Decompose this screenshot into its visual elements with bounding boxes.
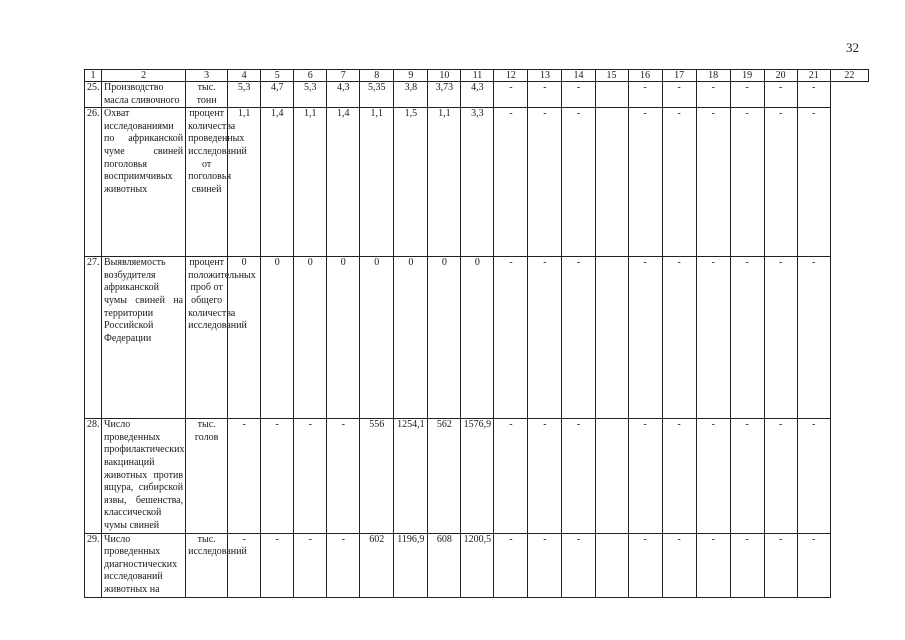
value-cell: 0: [461, 257, 494, 419]
value-cell: 4,7: [261, 82, 294, 108]
value-cell: 1,5: [394, 108, 428, 257]
header-cell: 9: [394, 70, 428, 82]
header-cell: 8: [360, 70, 394, 82]
header-cell: 1: [85, 70, 102, 82]
value-cell: 1,1: [294, 108, 327, 257]
indicator-name: Число проведенных профилактических вакцинаций животных против ящура, сибирской язвы, бешенства, классической чумы свиней: [102, 419, 186, 533]
value-cell: -: [528, 108, 562, 257]
value-cell: 556: [360, 419, 394, 533]
value-cell: -: [764, 108, 797, 257]
value-cell: -: [797, 533, 830, 597]
header-cell: 7: [327, 70, 360, 82]
value-cell: [595, 108, 628, 257]
value-cell: -: [764, 257, 797, 419]
header-cell: 13: [528, 70, 562, 82]
value-cell: -: [628, 82, 662, 108]
indicator-name: Выявляемость возбудителя африканской чумы свиней на территории Российской Федерации: [102, 257, 186, 419]
row-number: 29.: [85, 533, 102, 597]
value-cell: -: [696, 533, 730, 597]
value-cell: -: [294, 419, 327, 533]
value-cell: -: [730, 108, 764, 257]
value-cell: -: [562, 257, 595, 419]
header-cell: 22: [830, 70, 868, 82]
value-cell: -: [528, 419, 562, 533]
value-cell: -: [730, 533, 764, 597]
unit-of-measure: тыс. тонн: [186, 82, 228, 108]
value-cell: -: [797, 257, 830, 419]
row-number: 25.: [85, 82, 102, 108]
value-cell: -: [764, 533, 797, 597]
value-cell: -: [261, 533, 294, 597]
indicators-table: [84, 69, 869, 598]
row-number: 28.: [85, 419, 102, 533]
header-cell: 11: [461, 70, 494, 82]
value-cell: -: [797, 108, 830, 257]
table-row: [85, 533, 869, 597]
header-cell: 19: [730, 70, 764, 82]
value-cell: 3,3: [461, 108, 494, 257]
value-cell: -: [662, 257, 696, 419]
header-cell: 12: [494, 70, 528, 82]
value-cell: -: [628, 419, 662, 533]
value-cell: -: [562, 419, 595, 533]
value-cell: 0: [327, 257, 360, 419]
table-row: [85, 108, 869, 257]
value-cell: 0: [228, 257, 261, 419]
table-row: [85, 419, 869, 533]
value-cell: -: [662, 419, 696, 533]
value-cell: -: [494, 108, 528, 257]
header-cell: 18: [696, 70, 730, 82]
value-cell: 5,3: [228, 82, 261, 108]
unit-of-measure: тыс. голов: [186, 419, 228, 533]
value-cell: -: [294, 533, 327, 597]
value-cell: 3,8: [394, 82, 428, 108]
page-number: 32: [846, 40, 859, 55]
value-cell: 562: [428, 419, 461, 533]
value-cell: -: [228, 419, 261, 533]
value-cell: -: [662, 108, 696, 257]
indicator-name: Охват исследованиями по африканской чуме свиней поголовья восприимчивых животных: [102, 108, 186, 257]
indicator-name: Производство масла сливочного: [102, 82, 186, 108]
table-row: [85, 257, 869, 419]
value-cell: 4,3: [461, 82, 494, 108]
value-cell: [595, 257, 628, 419]
value-cell: -: [228, 533, 261, 597]
value-cell: [595, 533, 628, 597]
value-cell: -: [628, 108, 662, 257]
table-row: [85, 82, 869, 108]
header-cell: 15: [595, 70, 628, 82]
value-cell: 0: [261, 257, 294, 419]
value-cell: -: [696, 82, 730, 108]
value-cell: -: [327, 419, 360, 533]
value-cell: -: [261, 419, 294, 533]
header-cell: 14: [562, 70, 595, 82]
value-cell: 5,35: [360, 82, 394, 108]
value-cell: -: [494, 257, 528, 419]
header-row: [85, 70, 869, 82]
value-cell: 1,1: [428, 108, 461, 257]
value-cell: -: [662, 533, 696, 597]
value-cell: 0: [294, 257, 327, 419]
value-cell: -: [730, 257, 764, 419]
value-cell: [595, 419, 628, 533]
value-cell: -: [528, 257, 562, 419]
value-cell: 1200,5: [461, 533, 494, 597]
row-number: 27.: [85, 257, 102, 419]
value-cell: 0: [394, 257, 428, 419]
value-cell: -: [628, 257, 662, 419]
unit-of-measure: тыс. исследований: [186, 533, 228, 597]
value-cell: 1196,9: [394, 533, 428, 597]
value-cell: -: [696, 257, 730, 419]
value-cell: -: [696, 108, 730, 257]
header-cell: 16: [628, 70, 662, 82]
value-cell: -: [494, 419, 528, 533]
header-cell: 21: [797, 70, 830, 82]
value-cell: -: [528, 533, 562, 597]
value-cell: [595, 82, 628, 108]
row-number: 26.: [85, 108, 102, 257]
value-cell: -: [562, 82, 595, 108]
value-cell: 4,3: [327, 82, 360, 108]
header-cell: 10: [428, 70, 461, 82]
header-cell: 6: [294, 70, 327, 82]
value-cell: 1,4: [327, 108, 360, 257]
value-cell: -: [797, 82, 830, 108]
value-cell: 3,73: [428, 82, 461, 108]
value-cell: 1,4: [261, 108, 294, 257]
indicator-name: Число проведенных диагностических исследований животных на: [102, 533, 186, 597]
value-cell: -: [730, 82, 764, 108]
value-cell: -: [764, 82, 797, 108]
value-cell: -: [696, 419, 730, 533]
unit-of-measure: процент количества проведенных исследований от поголовья свиней: [186, 108, 228, 257]
value-cell: 1,1: [360, 108, 394, 257]
value-cell: -: [730, 419, 764, 533]
value-cell: -: [662, 82, 696, 108]
value-cell: -: [528, 82, 562, 108]
value-cell: 0: [428, 257, 461, 419]
value-cell: -: [562, 108, 595, 257]
value-cell: 1,1: [228, 108, 261, 257]
value-cell: -: [628, 533, 662, 597]
value-cell: 0: [360, 257, 394, 419]
value-cell: -: [494, 82, 528, 108]
header-cell: 4: [228, 70, 261, 82]
value-cell: 608: [428, 533, 461, 597]
header-cell: 20: [764, 70, 797, 82]
value-cell: 1254,1: [394, 419, 428, 533]
header-cell: 5: [261, 70, 294, 82]
value-cell: -: [327, 533, 360, 597]
header-cell: 17: [662, 70, 696, 82]
header-cell: 2: [102, 70, 186, 82]
value-cell: -: [494, 533, 528, 597]
value-cell: -: [797, 419, 830, 533]
value-cell: -: [764, 419, 797, 533]
unit-of-measure: процент положительных проб от общего количества исследований: [186, 257, 228, 419]
value-cell: 5,3: [294, 82, 327, 108]
header-cell: 3: [186, 70, 228, 82]
value-cell: 602: [360, 533, 394, 597]
value-cell: 1576,9: [461, 419, 494, 533]
value-cell: -: [562, 533, 595, 597]
